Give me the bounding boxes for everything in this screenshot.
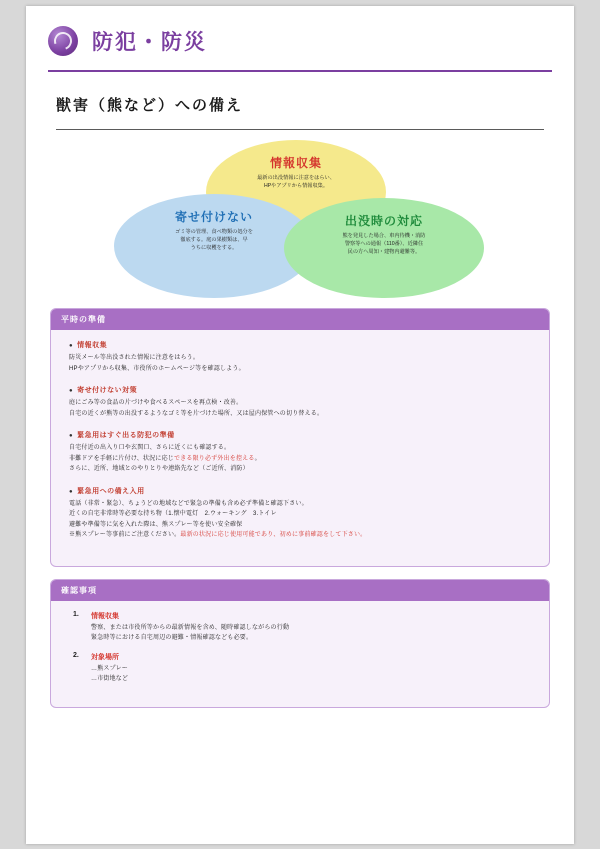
list-item-line: …市街地など [91,676,129,682]
section [69,430,531,475]
venn-diagram [56,136,544,296]
site-header [48,18,552,64]
list-item [69,611,531,644]
section-line: 避難や準備等に気を入れた際は、熊スプレー等を使い安全確保 [69,521,243,528]
section [69,385,531,419]
section-title: ● 寄せ付けない対策 [69,385,531,395]
venn-bubble-right [284,198,484,298]
list-item-line: …熊スプレー [91,665,128,672]
panel-daily-preparation [50,308,550,567]
list-item-line: 警察、または市役所等からの最新情報を含め、随時確認しながらの行動 [91,624,290,631]
section-line: 非難ドアを手軽に片付け、状況に応じできる限り必ず外出を控える。 [69,455,261,462]
section-title: ● 緊急用への備え入用 [69,486,531,496]
title-divider [56,129,544,130]
section-line: 自宅の近くが熊等の出没するようなゴミ等を片づけた場所、又は屋内保管への切り替える。 [69,410,324,417]
list-item-body [91,611,531,644]
venn-bubble-left-title: 寄せ付けない [174,210,253,224]
site-title: 防犯・防災 [92,31,207,54]
panel-daily-body [51,330,549,566]
page-title: 獣害（熊など）への備え [56,97,244,114]
list-item [69,652,531,685]
section [69,340,531,374]
panel-daily-heading: 平時の準備 [51,309,549,330]
panel-checklist-body [51,601,549,707]
venn-bubble-right-title: 出没時の対応 [344,214,423,228]
list-item-title: 情報収集 [91,612,119,620]
venn-bubble-info-title: 情報収集 [269,156,322,170]
section-title: ● 緊急用はすぐ出る防犯の準備 [69,430,531,440]
document-page [26,6,574,844]
venn-bubble-left-body: ゴミ等の管理、食べ物類の処分を 徹底する。庭の果樹類は、早 うちに収穫をする。 [175,229,253,251]
section-line: ※熊スプレー等事前にご注意ください。最新の状況に応じ使用可能であり、初めに事前確認をして下さい。 [69,532,367,538]
section [69,486,531,541]
list-item-title: 対象場所 [91,653,119,661]
section-line: さらに、近所、地域とのやりとりや連絡先など（ご近所、消防） [69,466,249,472]
list-item-line: 緊急時等における自宅周辺の避難・情報確認なども必要。 [91,635,253,641]
panel-checklist-heading: 確認事項 [51,580,549,601]
venn-bubble-info-body: 最新の出没情報に注意をはらい、 HPやアプリから情報収集。 [257,175,335,189]
section-line: 庭にごみ等の食品の片づけや食べるスペースを再点検・改善。 [69,400,243,406]
section-line: 近くの自宅非常時等必要な持ち物（1.懐中電灯 2.ウォーキング 3.トイレ [69,511,277,517]
list-item-number: 2. [73,651,79,659]
section-line: 電話（非常・緊急）、ちょうどの地域などで緊急の準備も含め必ず準備と確認下さい。 [69,500,308,507]
section-title: ● 情報収集 [69,340,531,350]
list-item-number: 1. [73,610,79,618]
panel-checklist [50,579,550,708]
section-line: 防災メール等出没された情報に注意をはらう。 [69,355,200,361]
section-line: 自宅付近の出入り口や玄関口、さらに近くにも確認する。 [69,445,231,451]
swirl-circle-icon [48,26,78,56]
venn-bubble-right-body: 熊を発見した場合、車内待機・消防 警察等への通報（110番）、近隣住 民の方へ周知・建物内避難等。 [342,233,426,255]
list-item-body [91,652,531,685]
section-line: HPやアプリから収集、市役所のホームページ等を確認しよう。 [69,365,245,372]
header-divider [48,70,552,72]
